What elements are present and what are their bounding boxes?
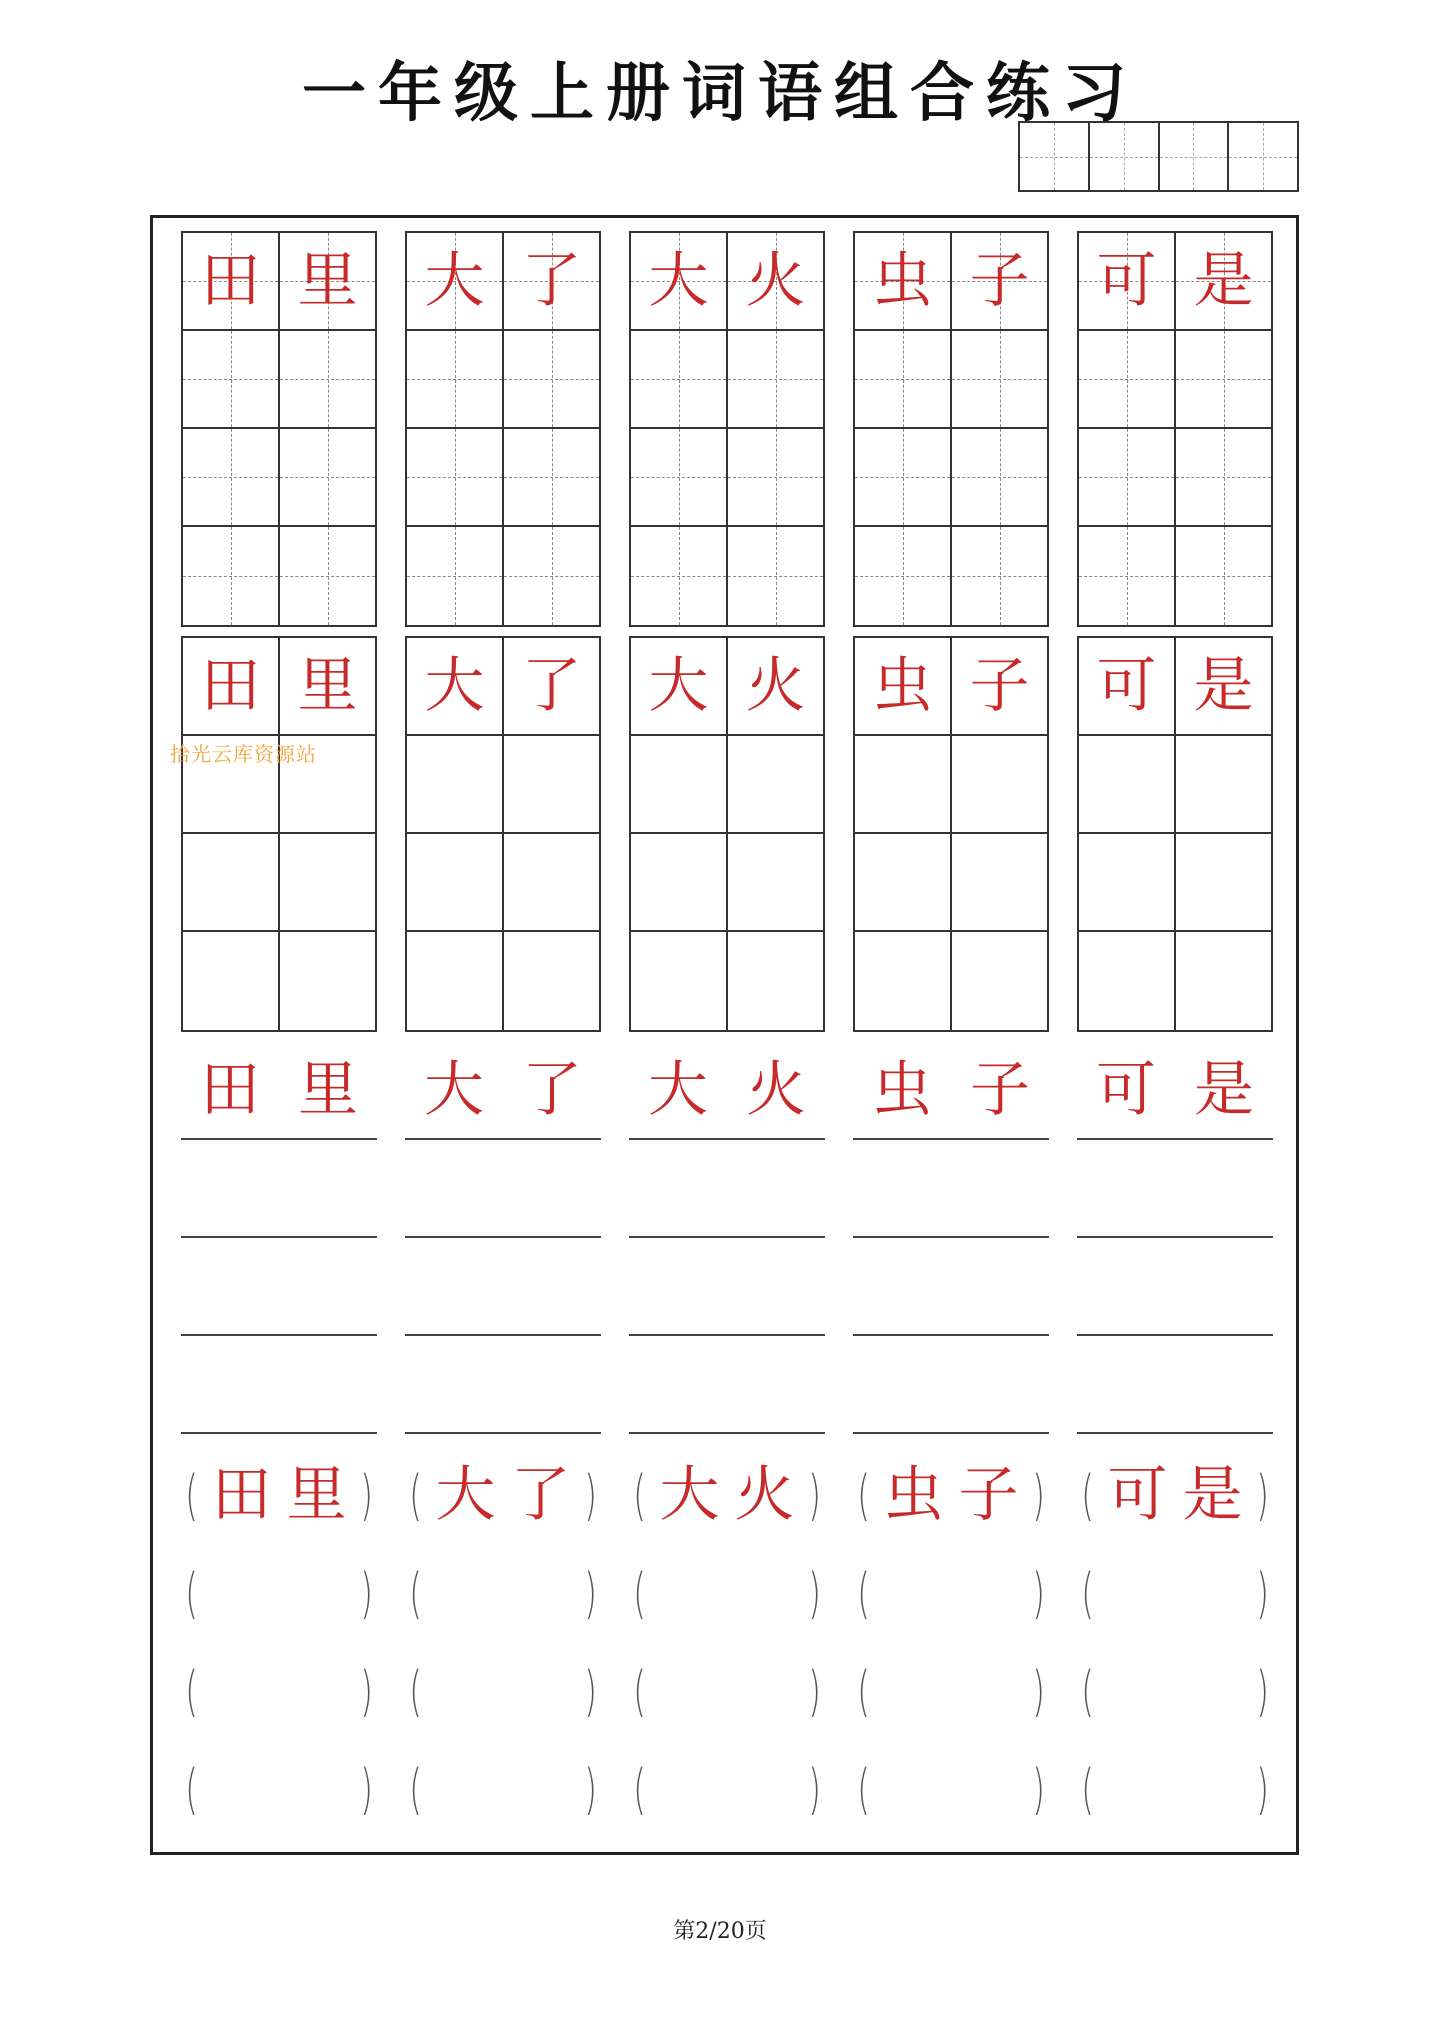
writing-cell[interactable] [728,331,823,427]
writing-cell[interactable] [183,331,280,427]
practice-row [855,834,1047,932]
practice-row [1079,331,1271,429]
word-parentheses [629,1446,825,1838]
word-char: 了 [522,1055,582,1125]
practice-row [1079,429,1271,527]
paren-content [204,1460,354,1530]
close-paren: ) [1256,1659,1269,1723]
writing-cell[interactable] [504,527,599,625]
word-char: 里 [286,1460,347,1530]
score-cell [1229,123,1297,190]
writing-cell[interactable] [855,331,952,427]
word-char: 子 [958,1460,1019,1530]
practice-row [855,932,1047,1030]
writing-paren-row[interactable] [1077,1642,1273,1740]
close-paren: ) [360,1561,373,1625]
practice-row [855,429,1047,527]
writing-cell[interactable] [855,932,952,1030]
word-char: 大 [435,1460,496,1530]
close-paren: ) [808,1463,821,1527]
writing-cell[interactable] [855,527,952,625]
word-grid [1077,636,1273,1032]
writing-cell[interactable] [728,736,823,832]
writing-cell[interactable] [280,834,375,930]
open-paren: ( [633,1561,646,1625]
model-cell [631,233,728,329]
close-paren: ) [360,1659,373,1723]
writing-cell[interactable] [728,429,823,525]
practice-row [407,331,599,429]
model-line [405,1042,601,1140]
open-paren: ( [185,1463,198,1527]
practice-row [631,736,823,834]
word-parentheses [1077,1446,1273,1838]
writing-cell[interactable] [280,932,375,1030]
writing-cell[interactable] [407,429,504,525]
writing-line[interactable] [629,1336,825,1434]
close-paren: ) [808,1561,821,1625]
word-char: 虫 [883,1460,944,1530]
writing-cell[interactable] [504,429,599,525]
writing-cell[interactable] [952,527,1047,625]
model-cell [952,638,1047,734]
practice-row [407,932,599,1030]
writing-cell[interactable] [1079,932,1176,1030]
practice-row [631,527,823,625]
word-char: 火 [734,1460,795,1530]
practice-row [1079,736,1271,834]
practice-row [855,527,1047,625]
model-row [407,638,599,736]
model-cell [728,233,823,329]
writing-cell[interactable] [952,932,1047,1030]
word-char: 大 [424,1055,484,1125]
close-paren: ) [808,1659,821,1723]
practice-row [183,527,375,625]
paren-content [876,1460,1026,1530]
model-cell [504,638,599,734]
open-paren: ( [857,1561,870,1625]
writing-cell[interactable] [1176,932,1271,1030]
close-paren: ) [584,1757,597,1821]
word-char: 田 [200,1055,260,1125]
model-row [183,638,375,736]
model-cell [1176,233,1271,329]
word-char: 是 [1193,651,1254,721]
writing-cell[interactable] [1176,834,1271,930]
open-paren: ( [185,1757,198,1821]
word-char: 大 [424,651,485,721]
writing-cell[interactable] [407,736,504,832]
writing-cell[interactable] [1176,527,1271,625]
word-char: 可 [1096,1055,1156,1125]
word-grid [405,231,601,627]
writing-cell[interactable] [1079,527,1176,625]
writing-cell[interactable] [728,527,823,625]
writing-cell[interactable] [728,932,823,1030]
open-paren: ( [185,1561,198,1625]
model-cell [407,638,504,734]
model-cell [855,638,952,734]
word-char: 是 [1182,1460,1243,1530]
close-paren: ) [584,1561,597,1625]
practice-row [855,736,1047,834]
score-cell [1020,123,1090,190]
score-cell [1090,123,1160,190]
practice-row [183,429,375,527]
word-parentheses [181,1446,377,1838]
word-lines [405,1042,601,1434]
word-grid [629,231,825,627]
word-grid [405,636,601,1032]
word-grid [181,636,377,1032]
open-paren: ( [409,1659,422,1723]
word-grid [181,231,377,627]
model-row [855,233,1047,331]
writing-line[interactable] [853,1140,1049,1238]
model-paren-row [629,1446,825,1544]
open-paren: ( [857,1659,870,1723]
writing-paren-row[interactable] [629,1544,825,1642]
model-row [407,233,599,331]
word-lines [853,1042,1049,1434]
word-char: 可 [1096,651,1157,721]
paren-content [1100,1460,1250,1530]
word-char: 里 [297,246,358,316]
word-char: 大 [648,246,709,316]
writing-cell[interactable] [631,834,728,930]
writing-paren-row[interactable] [181,1642,377,1740]
writing-cell[interactable] [183,429,280,525]
writing-cell[interactable] [728,834,823,930]
writing-cell[interactable] [1079,331,1176,427]
word-char: 是 [1193,246,1254,316]
open-paren: ( [1081,1463,1094,1527]
open-paren: ( [633,1463,646,1527]
model-paren-row [853,1446,1049,1544]
open-paren: ( [1081,1757,1094,1821]
close-paren: ) [1032,1463,1045,1527]
close-paren: ) [1032,1659,1045,1723]
word-char: 了 [521,246,582,316]
word-char: 大 [648,1055,708,1125]
open-paren: ( [1081,1659,1094,1723]
word-char: 火 [746,1055,806,1125]
writing-paren-row[interactable] [405,1740,601,1838]
model-cell [631,638,728,734]
writing-paren-row[interactable] [181,1740,377,1838]
writing-cell[interactable] [504,736,599,832]
model-cell [1079,233,1176,329]
writing-line[interactable] [181,1140,377,1238]
close-paren: ) [584,1463,597,1527]
word-char: 田 [211,1460,272,1530]
practice-row [407,736,599,834]
writing-line[interactable] [181,1238,377,1336]
writing-cell[interactable] [952,834,1047,930]
writing-cell[interactable] [952,429,1047,525]
writing-line[interactable] [853,1336,1049,1434]
word-char: 火 [745,246,806,316]
practice-row [855,331,1047,429]
word-char: 虫 [872,246,933,316]
open-paren: ( [633,1757,646,1821]
writing-cell[interactable] [952,736,1047,832]
word-char: 田 [200,651,261,721]
model-row [631,233,823,331]
close-paren: ) [808,1757,821,1821]
writing-line[interactable] [1077,1140,1273,1238]
writing-paren-row[interactable] [181,1544,377,1642]
writing-paren-row[interactable] [629,1740,825,1838]
writing-line[interactable] [1077,1238,1273,1336]
model-cell [280,233,375,329]
model-line [1077,1042,1273,1140]
practice-row [1079,932,1271,1030]
open-paren: ( [409,1463,422,1527]
model-line [853,1042,1049,1140]
writing-line[interactable] [629,1238,825,1336]
open-paren: ( [633,1659,646,1723]
writing-cell[interactable] [1176,429,1271,525]
writing-line[interactable] [629,1140,825,1238]
word-char: 虫 [872,651,933,721]
writing-cell[interactable] [1176,736,1271,832]
model-cell [728,638,823,734]
page-title: 一年级上册词语组合练习 [302,57,1138,131]
model-line [629,1042,825,1140]
close-paren: ) [360,1757,373,1821]
writing-paren-row[interactable] [405,1642,601,1740]
writing-cell[interactable] [855,429,952,525]
practice-row [407,429,599,527]
model-cell [952,233,1047,329]
model-paren-row [1077,1446,1273,1544]
model-line [181,1042,377,1140]
word-char: 可 [1096,246,1157,316]
model-cell [183,233,280,329]
open-paren: ( [409,1757,422,1821]
model-cell [280,638,375,734]
writing-cell[interactable] [855,834,952,930]
writing-cell[interactable] [504,932,599,1030]
close-paren: ) [1256,1757,1269,1821]
model-paren-row [405,1446,601,1544]
practice-row [183,834,375,932]
word-lines [1077,1042,1273,1434]
writing-paren-row[interactable] [1077,1740,1273,1838]
writing-cell[interactable] [407,527,504,625]
word-char: 里 [298,1055,358,1125]
word-char: 火 [745,651,806,721]
word-parentheses [853,1446,1049,1838]
writing-line[interactable] [181,1336,377,1434]
writing-cell[interactable] [855,736,952,832]
writing-line[interactable] [405,1140,601,1238]
word-char: 里 [297,651,358,721]
writing-cell[interactable] [504,331,599,427]
model-cell [855,233,952,329]
practice-row [1079,834,1271,932]
writing-cell[interactable] [1079,429,1176,525]
word-char: 子 [969,651,1030,721]
writing-line[interactable] [405,1238,601,1336]
writing-cell[interactable] [280,331,375,427]
writing-cell[interactable] [183,527,280,625]
writing-cell[interactable] [280,429,375,525]
paren-content [428,1460,578,1530]
score-cell [1160,123,1230,190]
writing-paren-row[interactable] [1077,1544,1273,1642]
writing-cell[interactable] [407,932,504,1030]
close-paren: ) [360,1463,373,1527]
open-paren: ( [409,1561,422,1625]
model-paren-row [181,1446,377,1544]
close-paren: ) [1256,1463,1269,1527]
word-lines [181,1042,377,1434]
practice-row [631,331,823,429]
writing-cell[interactable] [952,331,1047,427]
watermark-text: 拾光云库资源站 [170,742,317,766]
page-number: 第2/20页 [673,1919,767,1944]
close-paren: ) [1032,1561,1045,1625]
writing-cell[interactable] [183,932,280,1030]
word-grid [629,636,825,1032]
writing-paren-row[interactable] [853,1642,1049,1740]
model-row [631,638,823,736]
model-cell [183,638,280,734]
model-row [855,638,1047,736]
word-lines [629,1042,825,1434]
close-paren: ) [584,1659,597,1723]
word-grid [853,231,1049,627]
writing-paren-row[interactable] [853,1740,1049,1838]
practice-row [407,527,599,625]
writing-line[interactable] [1077,1336,1273,1434]
writing-cell[interactable] [631,331,728,427]
word-char: 可 [1107,1460,1168,1530]
writing-paren-row[interactable] [629,1642,825,1740]
word-grid [853,636,1049,1032]
writing-paren-row[interactable] [853,1544,1049,1642]
practice-row [1079,527,1271,625]
word-char: 大 [424,246,485,316]
word-char: 是 [1194,1055,1254,1125]
writing-cell[interactable] [504,834,599,930]
writing-paren-row[interactable] [405,1544,601,1642]
model-row [1079,233,1271,331]
writing-cell[interactable] [407,331,504,427]
word-char: 田 [200,246,261,316]
open-paren: ( [185,1659,198,1723]
practice-row [407,834,599,932]
model-cell [407,233,504,329]
close-paren: ) [1032,1757,1045,1821]
worksheet-frame [150,215,1299,1855]
word-char: 大 [659,1460,720,1530]
practice-row [631,429,823,527]
writing-cell[interactable] [280,527,375,625]
model-cell [1079,638,1176,734]
open-paren: ( [1081,1561,1094,1625]
practice-row [631,932,823,1030]
model-cell [504,233,599,329]
paren-content [652,1460,802,1530]
writing-cell[interactable] [183,834,280,930]
writing-cell[interactable] [1079,834,1176,930]
practice-row [183,331,375,429]
writing-cell[interactable] [631,429,728,525]
word-char: 了 [521,651,582,721]
word-char: 虫 [872,1055,932,1125]
model-cell [1176,638,1271,734]
open-paren: ( [857,1757,870,1821]
writing-cell[interactable] [631,736,728,832]
word-char: 子 [969,246,1030,316]
score-box-grid [1018,121,1299,192]
close-paren: ) [1256,1561,1269,1625]
open-paren: ( [857,1463,870,1527]
model-row [1079,638,1271,736]
word-grid [1077,231,1273,627]
writing-cell[interactable] [1079,736,1176,832]
model-row [183,233,375,331]
practice-row [183,932,375,1030]
writing-cell[interactable] [1176,331,1271,427]
writing-cell[interactable] [407,834,504,930]
practice-row [631,834,823,932]
writing-cell[interactable] [631,527,728,625]
word-char: 了 [510,1460,571,1530]
word-char: 子 [970,1055,1030,1125]
writing-cell[interactable] [631,932,728,1030]
word-parentheses [405,1446,601,1838]
writing-line[interactable] [405,1336,601,1434]
writing-line[interactable] [853,1238,1049,1336]
word-char: 大 [648,651,709,721]
